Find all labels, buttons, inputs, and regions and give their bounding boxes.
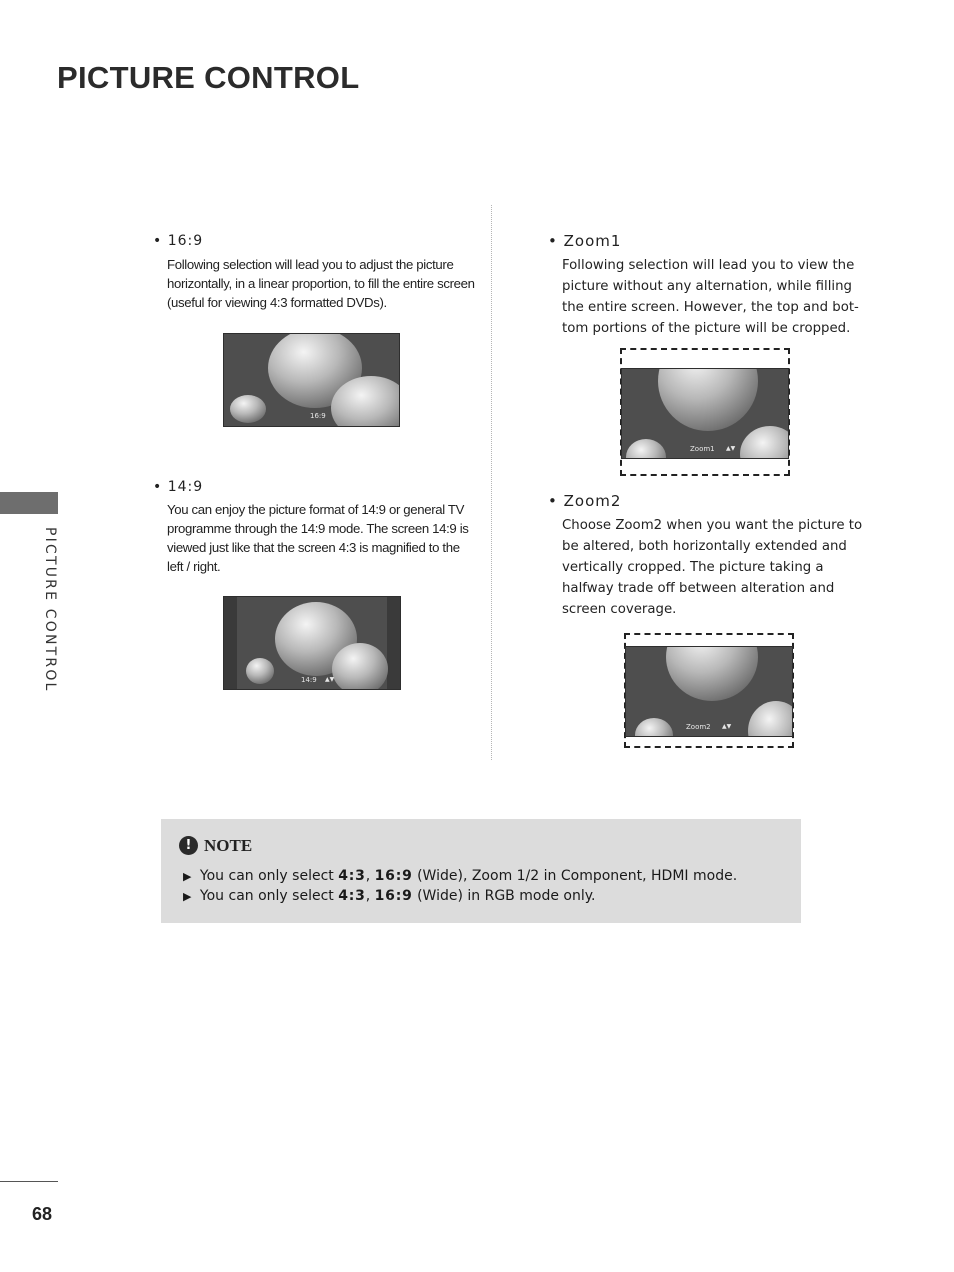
- note-line-1-option-16-9: 16:9: [374, 868, 413, 884]
- preview-zoom1-arrows-icon: ▲▼: [726, 445, 736, 452]
- note-line-1-separator: ,: [365, 868, 371, 884]
- page-title: PICTURE CONTROL: [57, 60, 360, 95]
- preview-14-9-arrows-icon: ▲▼: [325, 676, 335, 683]
- note-line-2-option-4-3: 4:3: [338, 888, 366, 904]
- side-section-label: PICTURE CONTROL: [42, 527, 58, 693]
- note-line-1-suffix: (Wide), Zoom 1/2 in Component, HDMI mode.: [417, 868, 738, 884]
- exclamation-icon: !: [179, 836, 198, 855]
- section-heading-16-9: • 16:9: [153, 233, 204, 249]
- section-heading-zoom2: • Zoom2: [548, 492, 622, 510]
- preview-zoom2-arrows-icon: ▲▼: [722, 723, 732, 730]
- preview-14-9: [223, 596, 401, 690]
- section-heading-zoom1: • Zoom1: [548, 232, 622, 250]
- side-tab-marker: [0, 492, 58, 514]
- preview-16-9: [223, 333, 400, 427]
- note-line-2: [183, 888, 595, 904]
- preview-14-9-osd-label: 14:9: [301, 676, 317, 684]
- note-box: [161, 819, 801, 923]
- page-number: 68: [32, 1204, 53, 1224]
- section-body-zoom1: Following selection will lead you to view the picture without any alternation, while filling the entire screen. However, the top and bot-tom portions of the picture will be cropped.: [562, 258, 859, 336]
- preview-zoom2-osd-label: Zoom2: [686, 723, 711, 731]
- note-line-2-separator: ,: [365, 888, 371, 904]
- section-body-14-9: You can enjoy the picture format of 14:9 or general TV programme through the 14:9 mode. The screen 14:9 is viewed just like that the screen 4:3 is magnified to the left / right.: [167, 502, 469, 574]
- column-divider: [491, 205, 492, 760]
- note-line-1: [183, 868, 737, 884]
- section-body-zoom2: Choose Zoom2 when you want the picture to be altered, both horizontally extended and vertically cropped. The picture taking a halfway trade off between alteration and screen coverage.: [562, 518, 863, 617]
- bullet-arrow-icon: ▶: [183, 870, 192, 883]
- preview-16-9-osd-label: 16:9: [310, 412, 326, 420]
- note-line-2-suffix: (Wide) in RGB mode only.: [417, 888, 596, 904]
- note-line-1-prefix: You can only select: [199, 868, 334, 884]
- preview-zoom1-osd-label: Zoom1: [690, 445, 715, 453]
- note-title: NOTE: [204, 836, 253, 855]
- section-body-16-9: Following selection will lead you to adjust the picture horizontally, in a linear proportion, to fill the entire screen (useful for viewing 4:3 formatted DVDs).: [167, 257, 475, 310]
- preview-zoom1: [621, 368, 789, 459]
- bullet-arrow-icon: ▶: [183, 890, 192, 903]
- note-line-1-option-4-3: 4:3: [338, 868, 366, 884]
- note-line-2-prefix: You can only select: [199, 888, 334, 904]
- footer-rule: [0, 1181, 58, 1182]
- preview-zoom2: [625, 646, 793, 737]
- section-heading-14-9: • 14:9: [153, 479, 204, 495]
- note-line-2-option-16-9: 16:9: [374, 888, 413, 904]
